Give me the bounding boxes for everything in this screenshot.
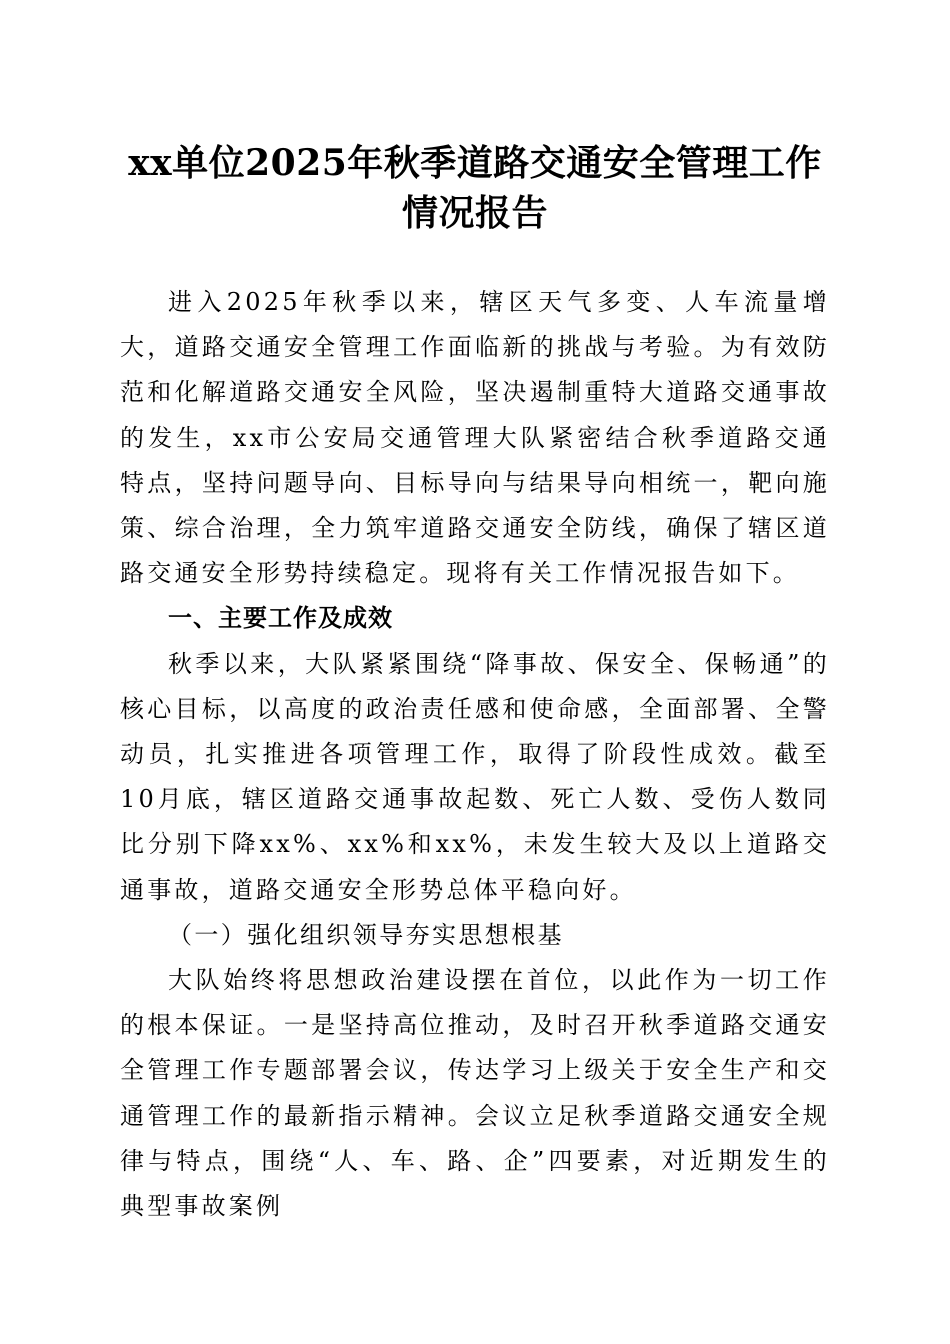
section-paragraph-main-work: 秋季以来，大队紧紧围绕“降事故、保安全、保畅通”的核心目标，以高度的政治责任感和使命感，全面部署、全警动员，扎实推进各项管理工作，取得了阶段性成效。截至10月底，辖区道路交通事故起数、死亡人数、受伤人数同比分别下降xx%、xx%和xx%，未发生较大及以上道路交通事故，道路交通安全形势总体平稳向好。	[120, 649, 830, 904]
document-title: xx单位2025年秋季道路交通安全管理工作情况报告	[128, 142, 822, 234]
document-body	[120, 280, 830, 1229]
subsection-paragraph-organization: 大队始终将思想政治建设摆在首位，以此作为一切工作的根本保证。一是坚持高位推动，及时召开秋季道路交通安全管理工作专题部署会议，传达学习上级关于安全生产和交通管理工作的最新指示精神。会议立足秋季道路交通安全规律与特点，围绕“人、车、路、企”四要素，对近期发生的典型事故案例	[120, 966, 830, 1221]
subsection-heading-organization: （一）强化组织领导夯实思想根基	[168, 920, 564, 949]
intro-paragraph: 进入2025年秋季以来，辖区天气多变、人车流量增大，道路交通安全管理工作面临新的挑战与考验。为有效防范和化解道路交通安全风险，坚决遏制重特大道路交通事故的发生，xx市公安局交通管理大队紧密结合秋季道路交通特点，坚持问题导向、目标导向与结果导向相统一，靶向施策、综合治理，全力筑牢道路交通安全防线，确保了辖区道路交通安全形势持续稳定。现将有关工作情况报告如下。	[120, 288, 830, 588]
section-heading-main-work: 一、主要工作及成效	[168, 604, 393, 633]
